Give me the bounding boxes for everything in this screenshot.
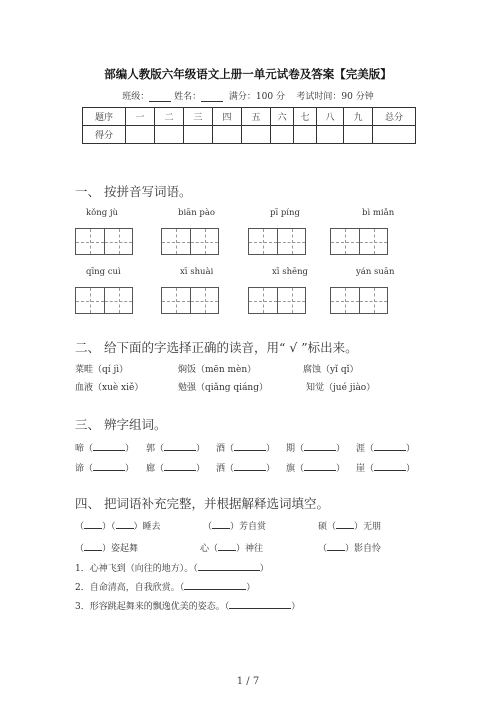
- close-paren: ）: [125, 444, 135, 454]
- question-1[interactable]: [75, 561, 269, 574]
- score-table: [82, 107, 416, 144]
- question-text: 3．形容跳起舞来的飘逸优美的姿态。（: [75, 602, 230, 612]
- word-blank-item[interactable]: [356, 461, 415, 474]
- answer-blank[interactable]: [93, 442, 125, 451]
- paren-pair: ）（: [102, 522, 116, 532]
- character-label: 谛（: [75, 464, 94, 474]
- score-header-cell: 六: [271, 108, 294, 126]
- reading-option[interactable]: 血液（xuè xiě）: [75, 383, 144, 393]
- score-table-header-row: [83, 108, 416, 126]
- grid-cell[interactable]: [162, 288, 190, 313]
- writing-grid[interactable]: [75, 287, 133, 314]
- answer-blank[interactable]: [164, 462, 196, 471]
- grid-cell[interactable]: [190, 288, 218, 313]
- character-label: 崖（: [356, 464, 375, 474]
- writing-grid[interactable]: [75, 228, 133, 255]
- score-cell[interactable]: [373, 126, 416, 144]
- section2-heading: 二、 给下面的字选择正确的读音，用“ √ ”标出来。: [75, 340, 358, 355]
- grid-cell[interactable]: [331, 229, 359, 254]
- answer-blank[interactable]: [84, 520, 102, 529]
- close-paren: ）: [125, 464, 135, 474]
- page-number: 1 / 7: [236, 676, 260, 687]
- score-cell[interactable]: [213, 126, 242, 144]
- open-paren: （: [203, 522, 213, 532]
- score-header-cell: 九: [344, 108, 373, 126]
- idiom-prefix: 心（: [200, 544, 219, 554]
- pinyin-label: biān pào: [178, 208, 216, 218]
- answer-blank[interactable]: [116, 520, 134, 529]
- close-paren: ）: [266, 464, 276, 474]
- class-blank[interactable]: [149, 92, 171, 102]
- answer-blank[interactable]: [304, 462, 336, 471]
- close-paren: ）: [259, 564, 269, 574]
- answer-blank[interactable]: [84, 542, 102, 551]
- reading-option[interactable]: 知觉（jué jiào）: [306, 383, 376, 393]
- character-label: 廊（: [146, 464, 165, 474]
- answer-blank[interactable]: [374, 442, 406, 451]
- answer-blank[interactable]: [229, 600, 291, 609]
- answer-blank[interactable]: [374, 462, 406, 471]
- idiom-suffix: ）无朋: [354, 522, 382, 532]
- answer-blank[interactable]: [184, 581, 246, 590]
- writing-grid[interactable]: [248, 287, 306, 314]
- idiom-prefix: 硕（: [318, 522, 337, 532]
- close-paren: ）: [291, 602, 301, 612]
- score-cell[interactable]: [344, 126, 373, 144]
- full-score: 满分：100 分: [228, 92, 285, 102]
- close-paren: ）: [336, 444, 346, 454]
- answer-blank[interactable]: [218, 542, 236, 551]
- word-blank-item[interactable]: [286, 461, 345, 474]
- open-paren: （: [75, 522, 85, 532]
- writing-grid[interactable]: [161, 287, 219, 314]
- idiom-item[interactable]: [75, 541, 138, 554]
- close-paren: ）: [406, 444, 416, 454]
- exam-info: [0, 89, 496, 102]
- idiom-suffix: ）姿起舞: [102, 544, 139, 554]
- character-label: 旗（: [286, 464, 305, 474]
- answer-blank[interactable]: [234, 442, 266, 451]
- score-cell[interactable]: [317, 126, 344, 144]
- score-cell[interactable]: [184, 126, 213, 144]
- character-label: 期（: [286, 444, 305, 454]
- score-cell[interactable]: [126, 126, 155, 144]
- grid-cell[interactable]: [190, 229, 218, 254]
- character-label: 洒（: [216, 464, 235, 474]
- idiom-item[interactable]: [318, 541, 381, 554]
- grid-cell[interactable]: [104, 288, 132, 313]
- score-header-cell: 一: [126, 108, 155, 126]
- score-cell[interactable]: [294, 126, 317, 144]
- pinyin-label: kǒng jù: [86, 208, 118, 218]
- score-header-cell: 二: [155, 108, 184, 126]
- character-label: 郭（: [146, 444, 165, 454]
- idiom-suffix: ）影自怜: [345, 544, 382, 554]
- score-cell[interactable]: [242, 126, 271, 144]
- class-label: 班级：: [122, 92, 150, 102]
- character-label: 酒（: [216, 444, 235, 454]
- score-table-score-row: [83, 126, 416, 144]
- pinyin-label: xī shuài: [180, 267, 214, 277]
- reading-option[interactable]: 焖饭（mēn mèn）: [178, 365, 257, 375]
- open-paren: （: [75, 544, 85, 554]
- character-label: 啼（: [75, 444, 94, 454]
- character-label: 涯（: [356, 444, 375, 454]
- grid-cell[interactable]: [359, 229, 387, 254]
- name-blank[interactable]: [201, 92, 223, 102]
- answer-blank[interactable]: [304, 442, 336, 451]
- answer-blank[interactable]: [336, 520, 354, 529]
- question-3[interactable]: [75, 599, 300, 612]
- grid-cell[interactable]: [359, 288, 387, 313]
- pinyin-label: pī píng: [270, 208, 300, 218]
- idiom-suffix: ）神往: [236, 544, 264, 554]
- reading-option[interactable]: 腐蚀（yǐ qǐ）: [303, 365, 359, 375]
- answer-blank[interactable]: [93, 462, 125, 471]
- grid-cell[interactable]: [76, 288, 104, 313]
- idiom-suffix: ）芳自赏: [230, 522, 267, 532]
- answer-blank[interactable]: [164, 442, 196, 451]
- grid-cell[interactable]: [104, 229, 132, 254]
- section1-heading: 一、 按拼音写词语。: [75, 184, 192, 199]
- pinyin-label: xī shēng: [272, 267, 308, 277]
- close-paren: ）: [336, 464, 346, 474]
- section3-heading: 三、 辨字组词。: [75, 417, 167, 432]
- score-header-cell: 五: [242, 108, 271, 126]
- pinyin-label: yán suān: [356, 267, 395, 277]
- idiom-item[interactable]: [200, 541, 263, 554]
- score-header-cell: 三: [184, 108, 213, 126]
- word-blank-item[interactable]: [356, 441, 415, 454]
- word-blank-item[interactable]: [216, 461, 275, 474]
- word-blank-item[interactable]: [75, 441, 134, 454]
- question-text: 1．心神飞到（向往的地方）。（: [75, 564, 198, 574]
- idiom-item[interactable]: [75, 519, 161, 532]
- word-blank-item[interactable]: [216, 441, 275, 454]
- grid-cell[interactable]: [76, 229, 104, 254]
- question-text: 2．自命清高，自我欣赏。（: [75, 583, 185, 593]
- grid-cell[interactable]: [277, 288, 305, 313]
- grid-cell[interactable]: [249, 229, 277, 254]
- score-row-label: 得分: [83, 126, 126, 144]
- writing-grid[interactable]: [330, 228, 388, 255]
- section4-heading: 四、 把词语补充完整，并根据解释选词填空。: [75, 496, 329, 511]
- reading-option[interactable]: 勉强（qiǎng qiáng）: [178, 383, 268, 393]
- close-paren: ）: [246, 583, 256, 593]
- word-blank-item[interactable]: [75, 461, 134, 474]
- grid-cell[interactable]: [331, 288, 359, 313]
- score-cell[interactable]: [155, 126, 184, 144]
- page-title: 部编人教版六年级语文上册一单元试卷及答案【完美版】: [104, 67, 392, 81]
- answer-blank[interactable]: [234, 462, 266, 471]
- word-blank-item[interactable]: [286, 441, 345, 454]
- answer-blank[interactable]: [212, 520, 230, 529]
- exam-time: 考试时间：90 分钟: [296, 92, 374, 102]
- idiom-item[interactable]: [203, 519, 266, 532]
- grid-cell[interactable]: [249, 288, 277, 313]
- close-paren: ）: [406, 464, 416, 474]
- score-header-cell: 总分: [373, 108, 416, 126]
- question-2[interactable]: [75, 580, 255, 593]
- score-header-cell: 题序: [83, 108, 126, 126]
- writing-grid[interactable]: [161, 228, 219, 255]
- score-header-cell: 八: [317, 108, 344, 126]
- score-header-cell: 七: [294, 108, 317, 126]
- score-cell[interactable]: [271, 126, 294, 144]
- idiom-suffix: ）睡去: [133, 522, 161, 532]
- answer-blank[interactable]: [198, 562, 260, 571]
- answer-blank[interactable]: [327, 542, 345, 551]
- writing-grid[interactable]: [248, 228, 306, 255]
- pinyin-label: bì miǎn: [362, 208, 395, 218]
- score-header-cell: 四: [213, 108, 242, 126]
- open-paren: （: [318, 544, 328, 554]
- idiom-item[interactable]: [318, 519, 381, 532]
- writing-grid[interactable]: [330, 287, 388, 314]
- close-paren: ）: [196, 444, 206, 454]
- word-blank-item[interactable]: [146, 441, 205, 454]
- reading-option[interactable]: 菜畦（qí jì）: [75, 365, 129, 375]
- close-paren: ）: [266, 444, 276, 454]
- grid-cell[interactable]: [277, 229, 305, 254]
- pinyin-label: qīng cuì: [86, 267, 121, 277]
- grid-cell[interactable]: [162, 229, 190, 254]
- name-label: 姓名：: [174, 92, 202, 102]
- word-blank-item[interactable]: [146, 461, 205, 474]
- close-paren: ）: [196, 464, 206, 474]
